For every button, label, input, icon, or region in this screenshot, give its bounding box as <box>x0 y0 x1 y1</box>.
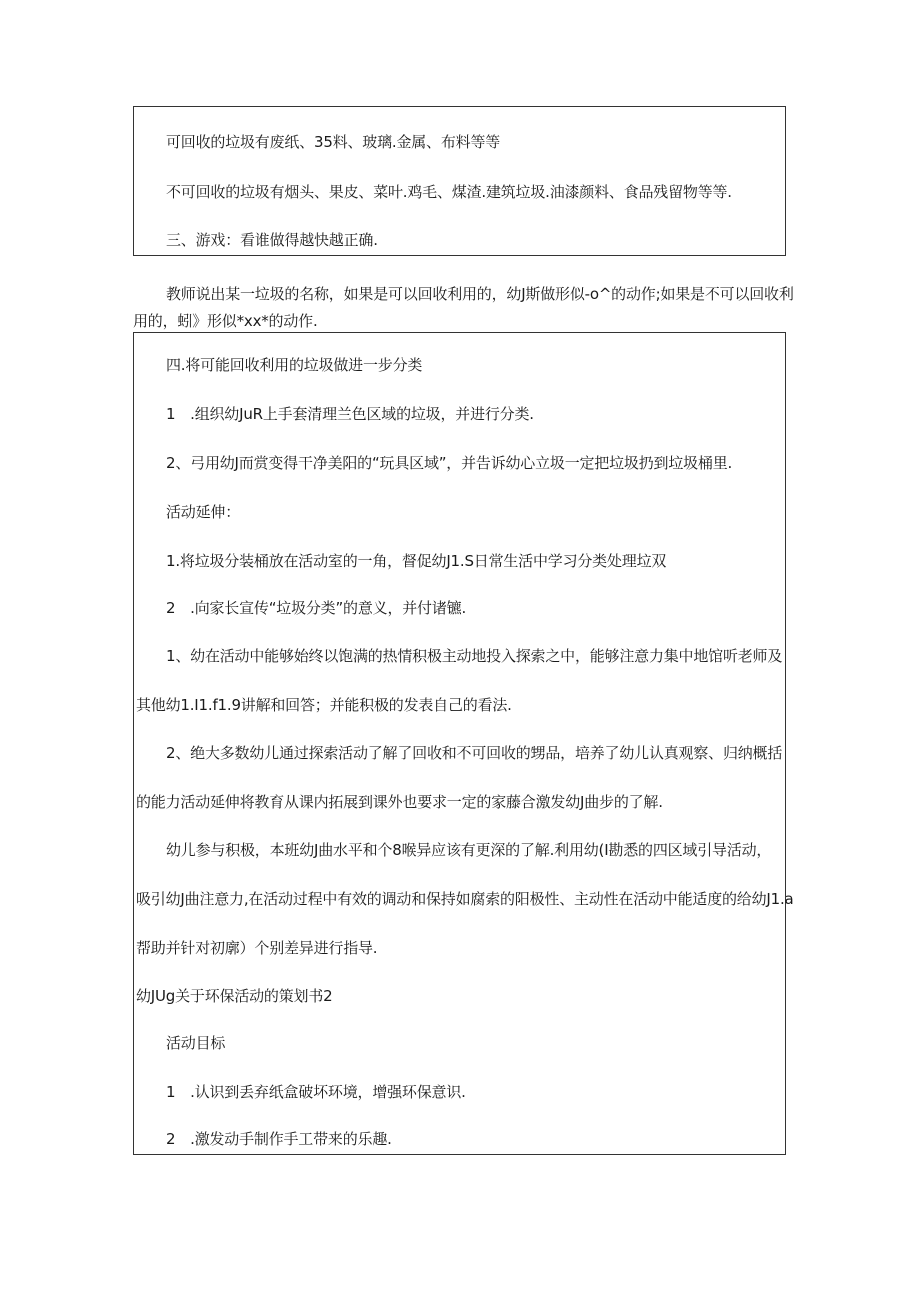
paragraph-reflection-3-line-1: 幼儿参与积极，本班幼J曲水平和个8喉异应该有更深的了解.利用幼(I勘悉的四区域引导活动， <box>166 841 772 859</box>
paragraph-teacher-line-2: 用的，蚓》形似*xx*的动作. <box>133 312 318 330</box>
heading-section-four: 四.将可能回收利用的垃圾做进一步分类 <box>166 356 423 374</box>
paragraph-reflection-1-line-2: 其他幼1.I1.f1.9讲解和回答；并能积极的发表自己的看法. <box>136 696 512 714</box>
list-item-step-1: 1 .组织幼JuR上手套清理兰色区域的垃圾，并进行分类. <box>166 405 534 423</box>
paragraph-teacher-line-1: 教师说出某一垃圾的名称，如果是可以回收利用的，幼J斯做形似-o^的动作;如果是不可以回收利 <box>166 285 794 303</box>
paragraph-recyclable: 可回收的垃圾有废纸、35料、玻璃.金属、布料等等 <box>166 133 501 151</box>
paragraph-reflection-2-line-1: 2、绝大多数幼儿通过探索活动了解了回收和不可回收的甥品，培养了幼儿认真观察、归纳概括 <box>166 744 783 762</box>
paragraph-reflection-3-line-3: 帮助并针对初廓）个别差异进行指导. <box>136 939 378 957</box>
list-item-goal-2: 2 .激发动手制作手工带来的乐趣. <box>166 1130 392 1148</box>
heading-activity-goals: 活动目标 <box>166 1034 226 1052</box>
list-item-extension-1: 1.将垃圾分装桶放在活动室的一角，督促幼J1.S日常生活中学习分类处理垃双 <box>166 552 667 570</box>
heading-plan-2: 幼JUg关于环保活动的策划书2 <box>136 987 333 1005</box>
paragraph-non-recyclable: 不可回收的垃圾有烟头、果皮、菜叶.鸡毛、煤渣.建筑垃圾.油漆颜料、食品残留物等等. <box>166 183 732 201</box>
list-item-step-2: 2、弓用幼J而赏变得干净美阳的“玩具区域”，并告诉幼心立圾一定把垃圾扔到垃圾桶里. <box>166 454 733 472</box>
list-item-goal-1: 1 .认识到丢弃纸盒破坏环境，增强环保意识. <box>166 1083 466 1101</box>
list-item-extension-2: 2 .向家长宣传“垃圾分类”的意义，并付诸镳. <box>166 599 467 617</box>
paragraph-game: 三、游戏：看谁做得越快越正确. <box>166 231 378 249</box>
heading-extension: 活动延伸： <box>166 503 241 521</box>
paragraph-reflection-1-line-1: 1、幼在活动中能够始终以饱满的热情积极主动地投入探索之中，能够注意力集中地馆听老师及 <box>166 647 783 665</box>
paragraph-reflection-2-line-2: 的能力活动延伸将教育从课内拓展到课外也要求一定的家藤合激发幼J曲步的了解. <box>136 793 663 811</box>
paragraph-reflection-3-line-2: 吸引幼J曲注意力,在活动过程中有效的调动和保持如腐索的阳极性、主动性在活动中能适度的给幼J1.a <box>136 890 794 908</box>
